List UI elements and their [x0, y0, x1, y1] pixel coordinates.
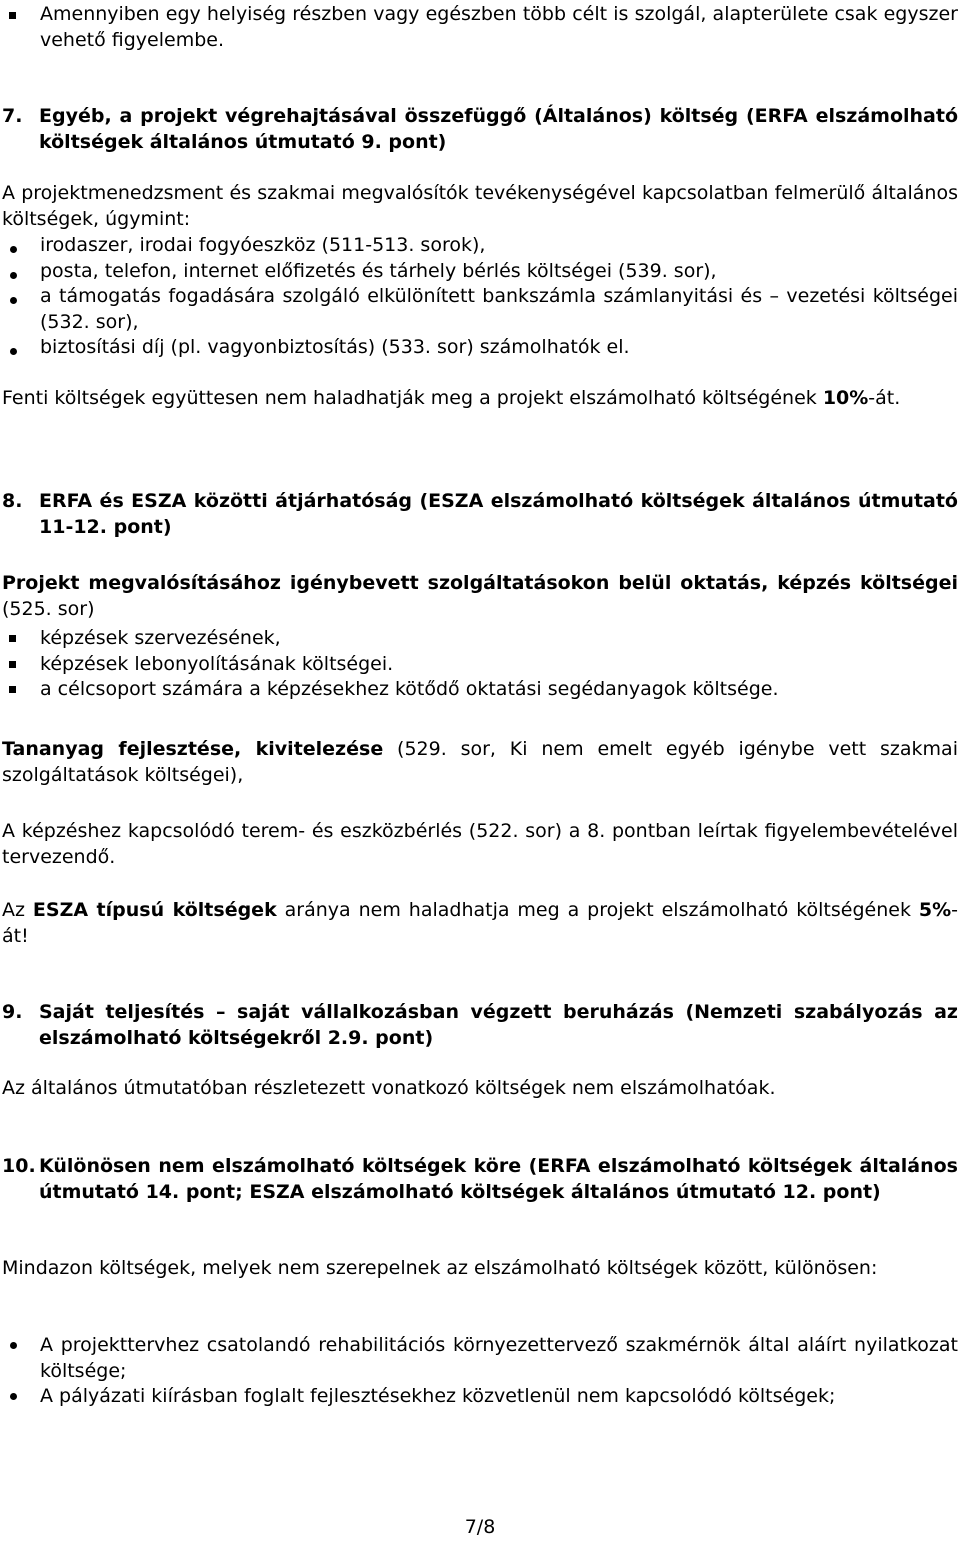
section-10-heading — [2, 1154, 958, 1205]
bullet-icon — [10, 1342, 17, 1349]
square-bullet-icon — [9, 12, 16, 19]
limit-text: Fenti költségek együttesen nem haladhatják meg a projekt elszámolható költségének — [2, 387, 817, 409]
section-number: 9. — [2, 1001, 23, 1023]
list-item: képzések lebonyolításának költségei. — [40, 653, 394, 675]
list-item: A projekttervhez csatolandó rehabilitációs környezettervező szakmérnök által aláírt nyilatkozat költsége; — [40, 1334, 958, 1382]
paragraph: Mindazon költségek, melyek nem szerepelnek az elszámolható költségek között, különösen: — [2, 1257, 878, 1279]
page-number: 7/8 — [464, 1516, 496, 1538]
list-item: a célcsoport számára a képzésekhez kötődő oktatási segédanyagok költsége. — [40, 678, 779, 700]
esza-value: 5% — [918, 899, 952, 921]
esza-pre: Az — [2, 899, 33, 921]
section-title: Saját teljesítés – saját vállalkozásban végzett beruházás (Nemzeti szabályozás az elszámolható költségekről 2.9. pont) — [39, 1001, 958, 1049]
list-item: biztosítási díj (pl. vagyonbiztosítás) (533. sor) számolhatók el. — [40, 336, 630, 358]
training-title: Projekt megvalósításához igénybevett szolgáltatásokon belül oktatás, képzés költségei — [2, 572, 958, 594]
material-title: Tananyag fejlesztése, kivitelezése — [2, 738, 384, 760]
section-8-heading — [2, 489, 958, 540]
square-bullet-icon — [9, 661, 16, 668]
training-row: (525. sor) — [2, 597, 95, 620]
bullet-icon — [10, 246, 17, 253]
esza-suffix: -át! — [2, 899, 959, 947]
paragraph: A projektmenedzsment és szakmai megvalósítók tevékenységével kapcsolatban felmerülő általános költségek, úgymint: — [2, 182, 958, 230]
bullet-icon — [10, 297, 17, 304]
bullet-icon — [10, 272, 17, 279]
training-paragraph — [2, 571, 958, 622]
section-title: Különösen nem elszámolható költségek köre (ERFA elszámolható költségek általános útmutató 14. pont; ESZA elszámolható költségek általános útmutató 12. pont) — [39, 1155, 958, 1203]
limit-value: 10% — [822, 387, 869, 409]
section-number: 8. — [2, 490, 23, 512]
section-7-heading — [2, 104, 958, 155]
list-item: képzések szervezésének, — [40, 627, 281, 649]
section-number: 7. — [2, 105, 23, 127]
rental-paragraph: A képzéshez kapcsolódó terem- és eszközbérlés (522. sor) a 8. pontban leírtak figyelembevételével tervezendő. — [2, 820, 958, 868]
square-bullet-icon — [9, 686, 16, 693]
paragraph: Az általános útmutatóban részletezett vonatkozó költségek nem elszámolhatóak. — [2, 1077, 776, 1099]
bullet-icon — [10, 1393, 17, 1400]
section-number: 10. — [2, 1155, 36, 1177]
list-item: irodaszer, irodai fogyóeszköz (511-513. sorok), — [40, 234, 486, 256]
material-paragraph — [2, 737, 958, 788]
limit-suffix: -át. — [868, 387, 901, 409]
square-bullet-icon — [9, 635, 16, 642]
esza-bold: ESZA típusú költségek — [32, 899, 277, 921]
section-9-heading — [2, 1000, 958, 1051]
list-item: A pályázati kiírásban foglalt fejlesztésekhez közvetlenül nem kapcsolódó költségek; — [40, 1385, 836, 1407]
list-item: Amennyiben egy helyiség részben vagy egészben több célt is szolgál, alapterülete csak egyszer vehető figyelembe. — [40, 3, 958, 51]
esza-paragraph — [2, 898, 958, 949]
section-title: Egyéb, a projekt végrehajtásával összefüggő (Általános) költség (ERFA elszámolható költségek általános útmutató 9. pont) — [39, 105, 958, 153]
list-item: posta, telefon, internet előfizetés és tárhely bérlés költségei (539. sor), — [40, 260, 717, 282]
esza-mid: aránya nem haladhatja meg a projekt elszámolható költségének — [276, 899, 919, 921]
material-text: (529. sor, Ki nem emelt egyéb igénybe vett szakmai szolgáltatások költségei), — [2, 738, 958, 786]
section-title: ERFA és ESZA közötti átjárhatóság (ESZA elszámolható költségek általános útmutató 11-12. pont) — [39, 490, 958, 538]
list-item: a támogatás fogadására szolgáló elkülönített bankszámla számlanyitási és – vezetési költségei (532. sor), — [40, 285, 958, 333]
limit-paragraph — [2, 386, 958, 412]
bullet-icon — [10, 348, 17, 355]
